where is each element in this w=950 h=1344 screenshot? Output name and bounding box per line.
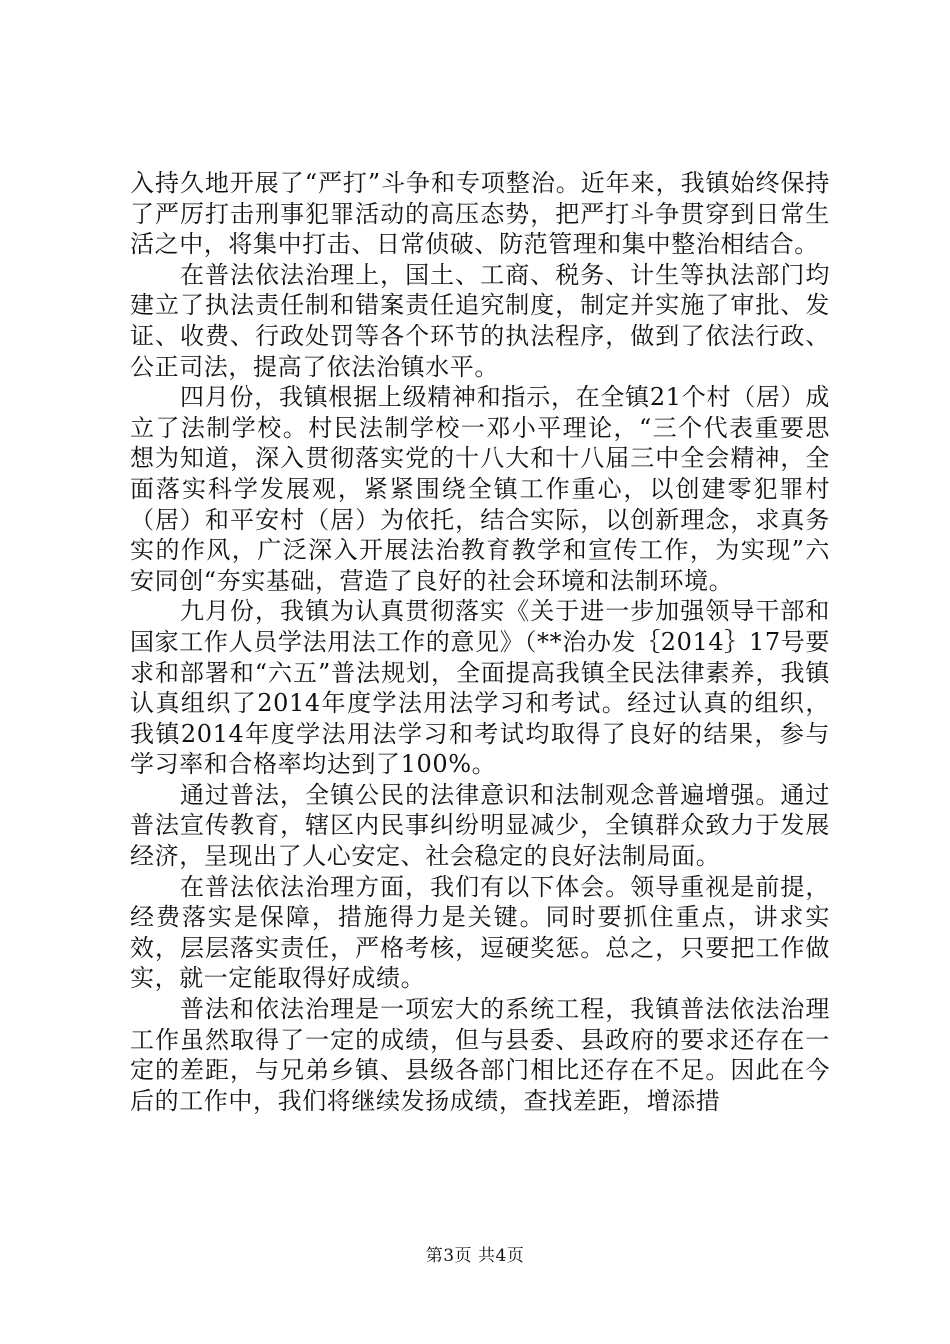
paragraph-3: 四月份，我镇根据上级精神和指示，在全镇21个村（居）成立了法制学校。村民法制学校一邓小平理论，“三个代表重要思想为知道，深入贯彻落实党的十八大和十八届三中全会精神，全面落实科学发展观，紧紧围绕全镇工作重心，以创建零犯罪村（居）和平安村（居）为依托，结合实际，以创新理念，求真务实的作风，广泛深入开展法治教育教学和宣传工作，为实现”六安同创“夯实基础，营造了良好的社会环境和法制环境。 (130, 383, 830, 595)
paragraph-4: 九月份，我镇为认真贯彻落实《关于进一步加强领导干部和国家工作人员学法用法工作的意见》（**治办发｛2014｝17号要求和部署和“六五”普法规划，全面提高我镇全民法律素养，我镇认真组织了2014年度学法用法学习和考试。经过认真的组织，我镇2014年度学法用法学习和考试均取得了良好的结果，参与学习率和合格率均达到了100%。 (130, 597, 830, 779)
paragraph-5: 通过普法，全镇公民的法律意识和法制观念普遍增强。通过普法宣传教育，辖区内民事纠纷明显减少，全镇群众致力于发展经济，呈现出了人心安定、社会稳定的良好法制局面。 (130, 780, 830, 871)
paragraph-1: 入持久地开展了“严打”斗争和专项整治。近年来，我镇始终保持了严厉打击刑事犯罪活动的高压态势，把严打斗争贯穿到日常生活之中，将集中打击、日常侦破、防范管理和集中整治相结合。 (130, 169, 830, 259)
paragraph-6: 在普法依法治理方面，我们有以下体会。领导重视是前提，经费落实是保障，措施得力是关键。同时要抓住重点，讲求实效，层层落实责任，严格考核，逗硬奖惩。总之，只要把工作做实，就一定能取得好成绩。 (130, 872, 830, 993)
paragraph-2: 在普法依法治理上，国土、工商、税务、计生等执法部门均建立了执法责任制和错案责任追究制度，制定并实施了审批、发证、收费、行政处罚等各个环节的执法程序，做到了依法行政、公正司法，提高了依法治镇水平。 (130, 260, 830, 381)
document-body (130, 168, 830, 1116)
page-footer: 第3页 共4页 (425, 1246, 525, 1266)
paragraph-7: 普法和依法治理是一项宏大的系统工程，我镇普法依法治理工作虽然取得了一定的成绩，但与县委、县政府的要求还存在一定的差距，与兄弟乡镇、县级各部门相比还存在不足。因此在今后的工作中，我们将继续发扬成绩，查找差距，增添措 (130, 995, 830, 1115)
